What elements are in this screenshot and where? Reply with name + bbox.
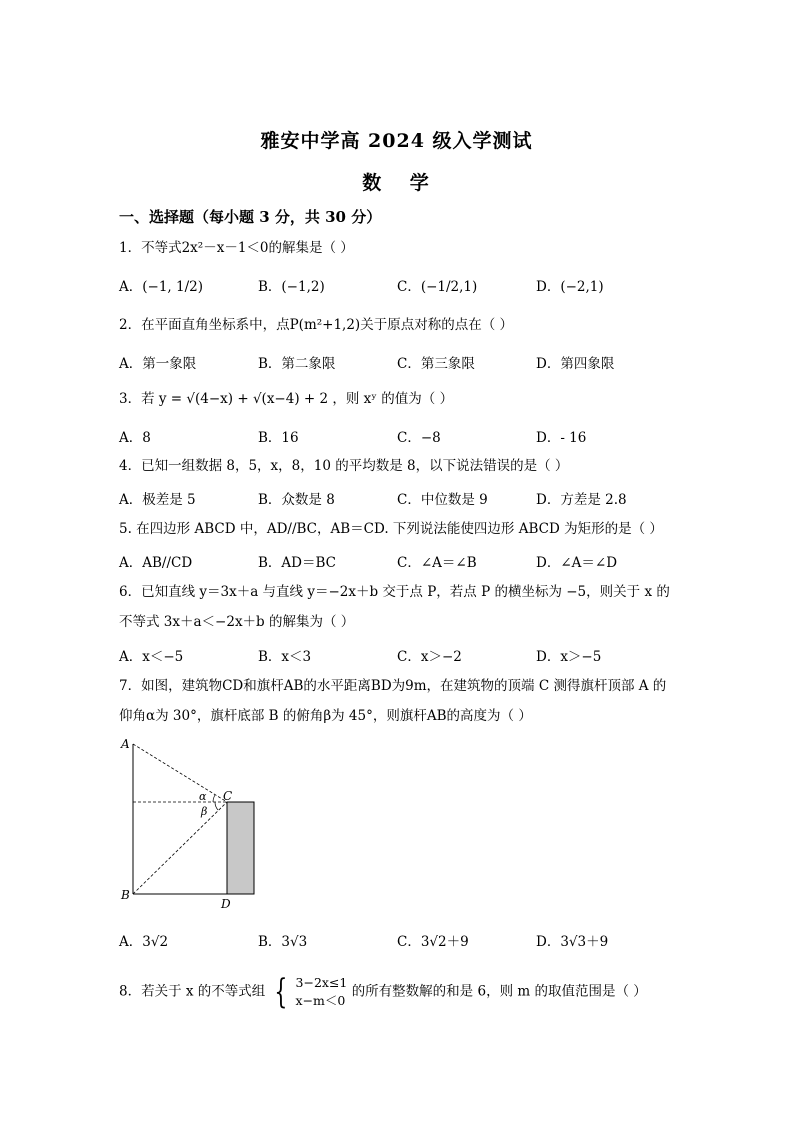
point-b-label: B	[121, 888, 130, 902]
q3-option-d: D．- 16	[536, 430, 587, 446]
question-3-stem: 3．若 y = √(4−x) + √(x−4) + 2 ，则 xʸ 的值为（ ）	[119, 391, 454, 407]
beta-arc	[215, 802, 218, 810]
q7-option-d: D．3√3＋9	[536, 934, 609, 950]
q5-option-a: A．AB//CD	[119, 555, 193, 571]
building-rect	[227, 802, 254, 894]
inequality-system	[296, 974, 348, 1010]
line-of-sight-top	[133, 744, 227, 802]
system-row-1: 3−2x≤1	[295, 975, 348, 990]
q7-option-a: A．3√2	[119, 934, 169, 950]
q6-option-c: C．x＞−2	[397, 649, 462, 665]
q8-stem-after: 的所有整数解的和是 6，则 m 的取值范围是（ ）	[351, 983, 647, 1000]
q4-option-b: B．众数是 8	[258, 492, 335, 508]
q5-option-d: D．∠A＝∠D	[536, 555, 618, 571]
q8-stem-before: 8．若关于 x 的不等式组	[119, 983, 266, 1000]
question-7-figure	[119, 735, 269, 910]
question-2-stem: 2．在平面直角坐标系中，点P(m²+1,2)关于原点对称的点在（ ）	[119, 317, 513, 333]
q4-option-c: C．中位数是 9	[397, 492, 488, 508]
question-4-stem: 4．已知一组数据 8，5，x，8，10 的平均数是 8，以下说法错误的是（ ）	[119, 458, 569, 474]
q5-option-c: C．∠A＝∠B	[397, 555, 477, 571]
q1-option-c: C．(−1/2,1)	[397, 279, 478, 295]
q1-option-d: D．(−2,1)	[536, 279, 604, 295]
line-of-sight-bottom	[133, 802, 227, 894]
question-7-options	[119, 930, 679, 954]
question-6-options	[119, 645, 679, 669]
beta-label: β	[201, 805, 208, 818]
point-a-label: A	[121, 737, 130, 751]
q7-option-c: C．3√2＋9	[397, 934, 469, 950]
question-2-options	[119, 352, 679, 376]
q6-option-d: D．x＞−5	[536, 649, 602, 665]
q2-option-b: B．第二象限	[258, 356, 336, 372]
q1-option-a: A．(−1, 1/2)	[119, 279, 203, 295]
q2-option-d: D．第四象限	[536, 356, 615, 372]
system-brace: {	[273, 972, 287, 1012]
alpha-label: α	[199, 790, 207, 803]
q6-option-b: B．x＜3	[258, 649, 312, 665]
q4-option-d: D．方差是 2.8	[536, 492, 627, 508]
q5-option-b: B．AD＝BC	[258, 555, 336, 571]
q1-option-b: B．(−1,2)	[258, 279, 325, 295]
q7-option-b: B．3√3	[258, 934, 308, 950]
question-1-stem: 1．不等式2x²－x－1＜0的解集是（ ）	[119, 240, 354, 256]
question-8-stem	[119, 974, 647, 1010]
point-c-label: C	[223, 789, 233, 803]
exam-title: 雅安中学高 2024 级入学测试	[260, 130, 533, 152]
q3-option-a: A．8	[119, 430, 151, 446]
alpha-arc	[213, 795, 215, 802]
q2-option-c: C．第三象限	[397, 356, 475, 372]
exam-subject: 数 学	[362, 172, 431, 194]
q6-option-a: A．x＜−5	[119, 649, 184, 665]
q3-option-b: B．16	[258, 430, 299, 446]
question-4-options	[119, 488, 679, 512]
question-1-options	[119, 275, 679, 299]
q2-option-a: A．第一象限	[119, 356, 197, 372]
question-3-options	[119, 426, 679, 450]
flagpole-building-diagram	[119, 735, 269, 910]
question-5-stem: 5. 在四边形 ABCD 中，AD//BC，AB＝CD. 下列说法能使四边形 ABCD 为矩形的是（ ）	[119, 521, 663, 537]
section-heading: 一、选择题（每小题 3 分，共 30 分）	[119, 208, 382, 226]
question-5-options	[119, 551, 679, 575]
point-d-label: D	[221, 897, 231, 910]
question-6-stem: 6．已知直线 y＝3x＋a 与直线 y＝−2x＋b 交于点 P，若点 P 的横坐标为 −5，则关于 x 的不等式 3x＋a＜−2x＋b 的解集为（ ）	[119, 584, 670, 630]
system-row-2: x−m＜0	[295, 993, 346, 1008]
question-7-stem: 7．如图，建筑物CD和旗杆AB的水平距离BD为9m，在建筑物的顶端 C 测得旗杆顶部 A 的仰角α为 30°，旗杆底部 B 的俯角β为 45°，则旗杆AB的高度为（ ）	[119, 678, 667, 724]
q4-option-a: A．极差是 5	[119, 492, 196, 508]
q3-option-c: C．−8	[397, 430, 441, 446]
